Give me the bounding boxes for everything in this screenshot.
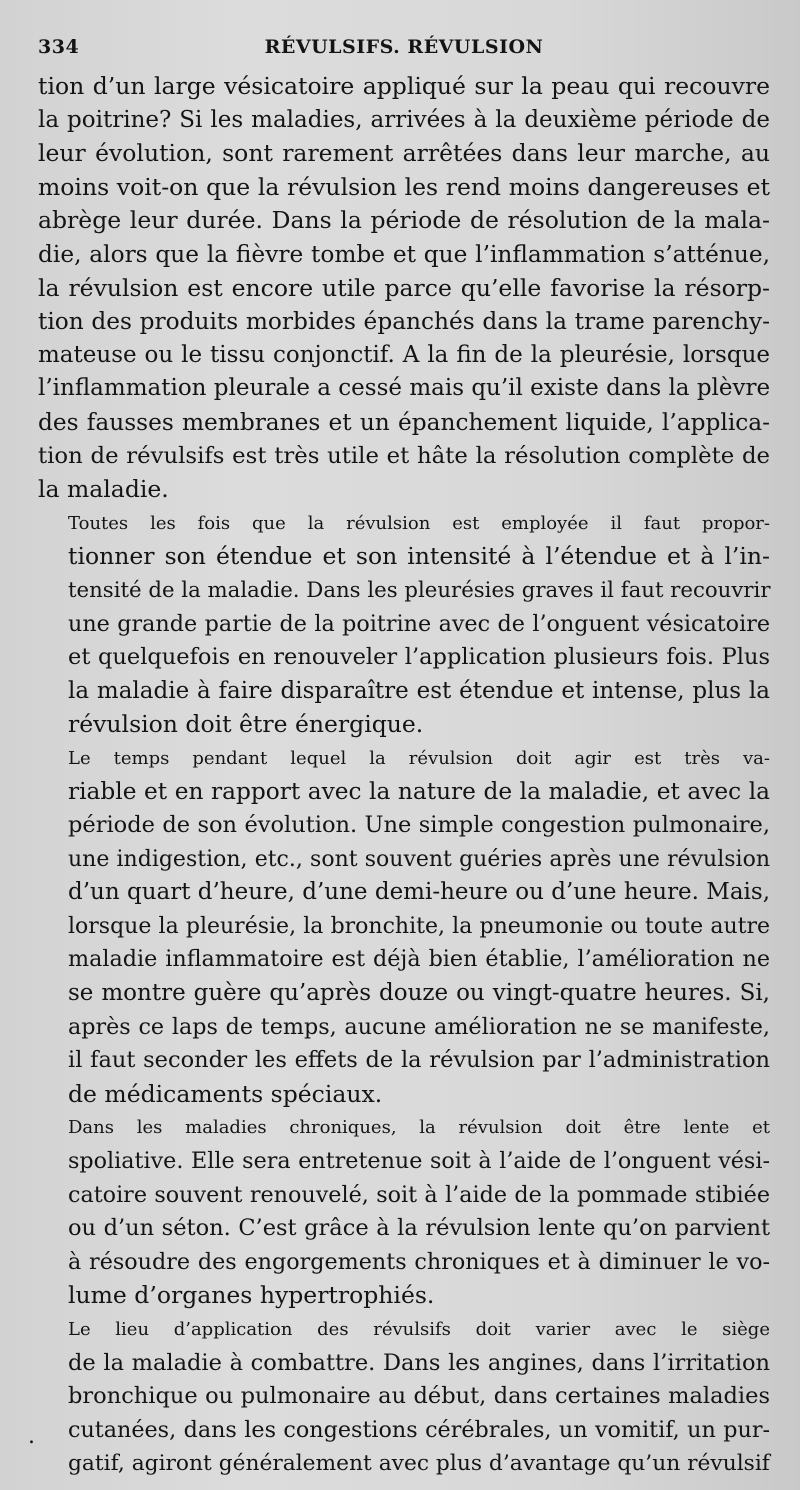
text-line: une grande partie de la poitrine avec de l’onguent vésicatoire bbox=[68, 610, 770, 637]
paragraph bbox=[38, 507, 770, 742]
running-title: RÉVULSIFS. RÉVULSION bbox=[264, 36, 544, 58]
paragraph bbox=[38, 1313, 770, 1481]
paragraph bbox=[38, 742, 770, 1112]
text-line: il faut seconder les effets de la révulsion par l’administration bbox=[68, 1047, 770, 1074]
text-line: d’un quart d’heure, d’une demi-heure ou d’une heure. Mais, bbox=[68, 879, 771, 906]
running-head bbox=[38, 30, 770, 70]
text-line: une indigestion, etc., sont souvent guéries après une révulsion bbox=[68, 846, 770, 872]
text-line: révulsion doit être énergique. bbox=[68, 710, 424, 739]
text-line: Toutes les fois que la révulsion est employée il faut propor- bbox=[68, 512, 770, 534]
text-line: tionner son étendue et son intensité à l’étendue et à l’in- bbox=[68, 542, 770, 571]
text-line: de médicaments spéciaux. bbox=[68, 1079, 383, 1108]
text-line: la maladie à faire disparaître est étendue et intense, plus la bbox=[68, 677, 770, 704]
text-line: Le lieu d’application des révulsifs doit varier avec le siège bbox=[68, 1318, 770, 1340]
text-line: l’inflammation pleurale a cessé mais qu’il existe dans la plèvre bbox=[38, 375, 771, 402]
text-line: riable et en rapport avec la nature de la maladie, et avec la bbox=[68, 778, 770, 806]
text-line: lorsque la pleurésie, la bronchite, la pneumonie ou toute autre bbox=[68, 913, 770, 939]
text-line: à résoudre des engorgements chroniques et à diminuer le vo- bbox=[68, 1248, 770, 1275]
text-line: la poitrine? Si les maladies, arrivées à la deuxième période de bbox=[38, 106, 770, 133]
text-line: abrège leur durée. Dans la période de résolution de la mala- bbox=[38, 206, 770, 235]
text-line: se montre guère qu’après douze ou vingt-quatre heures. Si, bbox=[68, 980, 770, 1007]
text-line: die, alors que la fièvre tombe et que l’inflammation s’atténue, bbox=[38, 240, 770, 268]
page-number: 334 bbox=[38, 36, 80, 58]
text-line: et quelquefois en renouveler l’application plusieurs fois. Plus bbox=[68, 644, 770, 671]
body-text bbox=[38, 70, 770, 1481]
text-line: moins voit-on que la révulsion les rend moins dangereuses et bbox=[38, 172, 770, 201]
text-line: mateuse ou le tissu conjonctif. A la fin de la pleurésie, lorsque bbox=[38, 341, 770, 368]
text-line: tensité de la maladie. Dans les pleurésies graves il faut recouvrir bbox=[68, 577, 771, 603]
margin-mark: . bbox=[28, 1424, 35, 1449]
text-line: période de son évolution. Une simple congestion pulmonaire, bbox=[68, 812, 770, 839]
text-line: la révulsion est encore utile parce qu’elle favorise la résorp- bbox=[38, 273, 770, 302]
text-line: tion des produits morbides épanchés dans la trame parenchy- bbox=[38, 308, 770, 336]
text-line: lume d’organes hypertrophiés. bbox=[68, 1281, 435, 1310]
text-line: de la maladie à combattre. Dans les angines, dans l’irritation bbox=[68, 1349, 770, 1376]
text-line: Le temps pendant lequel la révulsion doit agir est très va- bbox=[68, 747, 770, 769]
text-line: spoliative. Elle sera entretenue soit à l’aide de l’onguent vési- bbox=[68, 1148, 770, 1174]
text-line: Dans les maladies chroniques, la révulsion doit être lente et bbox=[68, 1117, 770, 1139]
text-line: des fausses membranes et un épanchement liquide, l’applica- bbox=[38, 408, 770, 436]
text-line: gatif, agiront généralement avec plus d’avantage qu’un révulsif bbox=[68, 1451, 770, 1477]
text-line: catoire souvent renouvelé, soit à l’aide de la pommade stibiée bbox=[68, 1181, 770, 1208]
text-line: bronchique ou pulmonaire au début, dans certaines maladies bbox=[68, 1383, 770, 1410]
text-line: après ce laps de temps, aucune amélioration ne se manifeste, bbox=[68, 1013, 770, 1040]
paragraph bbox=[38, 70, 770, 507]
text-line: tion d’un large vésicatoire appliqué sur la peau qui recouvre bbox=[38, 72, 770, 100]
text-line: cutanées, dans les congestions cérébrales, un vomitif, un pur- bbox=[68, 1416, 770, 1443]
text-line: la maladie. bbox=[38, 475, 169, 504]
text-line: leur évolution, sont rarement arrêtées dans leur marche, au bbox=[38, 139, 770, 168]
text-line: ou d’un séton. C’est grâce à la révulsion lente qu’on parvient bbox=[68, 1215, 770, 1242]
text-line: tion de révulsifs est très utile et hâte la résolution complète de bbox=[38, 442, 770, 469]
text-line: maladie inflammatoire est déjà bien établie, l’amélioration ne bbox=[68, 946, 770, 973]
paragraph bbox=[38, 1111, 770, 1313]
